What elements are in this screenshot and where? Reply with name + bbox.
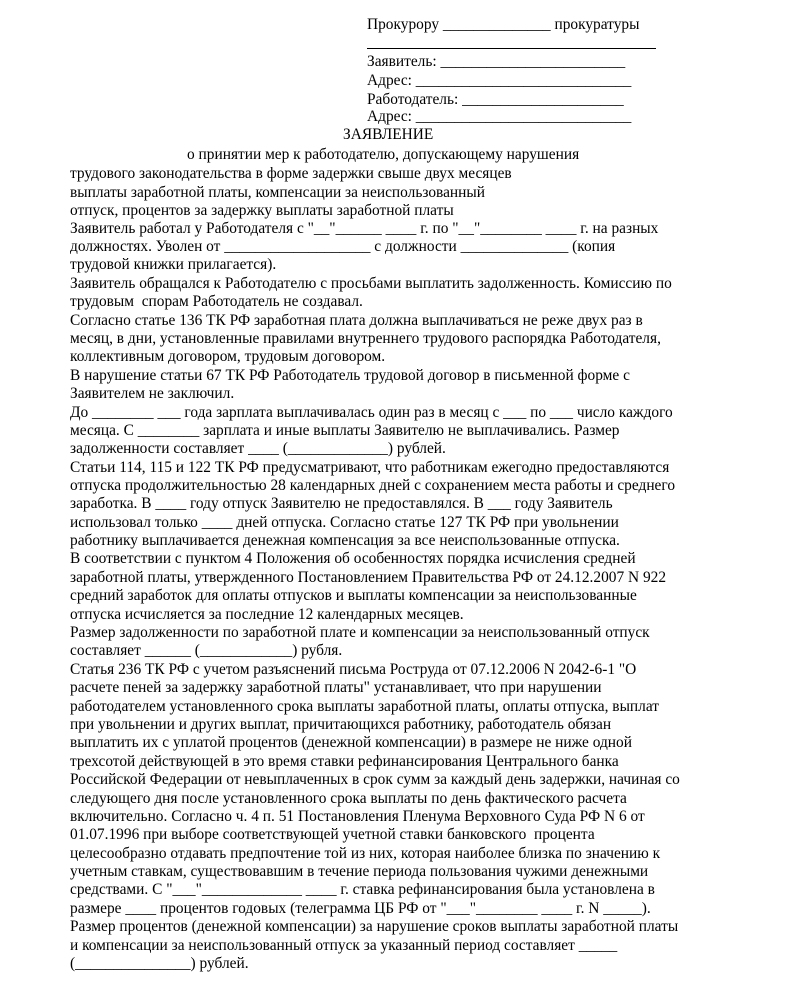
body-line: трехсотой действующей в это время ставки рефинансирования Центрального банка [70,753,619,770]
employer-address-line: Адрес: ____________________________ [367,108,632,125]
subtitle-line: отпуск, процентов за задержку выплаты заработной платы [70,202,454,219]
body-line: В соответствии с пунктом 4 Положения об особенностях порядка исчисления средней [70,550,636,567]
body-line: размере ____ процентов годовых (телеграмма ЦБ РФ от "___"________ ____ г. N _____). [70,900,651,917]
body-line: До ________ ___ года зарплата выплачивалась один раз в месяц с ___ по ___ число каждого [70,404,673,421]
body-line: при увольнении и других выплат, причитающихся работнику, работодатель обязан [70,716,612,733]
body-line: расчете пеней за задержку заработной платы" устанавливает, что при нарушении [70,679,602,696]
body-line: задолженности составляет ____ (_____________) рублей. [70,440,446,457]
subtitle-line: выплаты заработной платы, компенсации за неиспользованный [70,184,485,201]
body-line: целесообразно отдавать предпочтение той из них, которая наиболее близка по значению к [70,845,661,862]
body-line: коллективным договором, трудовым договором. [70,348,386,365]
body-line: месяца. С ________ зарплата и иные выплаты Заявителю не выплачивались. Размер [70,422,620,439]
body-line: Согласно статье 136 ТК РФ заработная плата должна выплачиваться не реже двух раз в [70,312,643,329]
employer-line: Работодатель: _____________________ [367,91,624,108]
body-line: Размер процентов (денежной компенсации) за нарушение сроков выплаты заработной платы [70,918,679,935]
body-line: работодателем установленного срока выплаты заработной платы, оплаты отпуска, выплат [70,698,659,715]
subtitle-line: о принятии мер к работодателю, допускающему нарушения [187,146,580,163]
body-line: 01.07.1996 при выборе соответствующей учетной ставки банковского процента [70,826,595,843]
body-line: использовал только ____ дней отпуска. Согласно статье 127 ТК РФ при увольнении [70,514,619,531]
body-line: отпуска продолжительностью 28 календарных дней с сохранением места работы и среднего [70,477,676,494]
body-line: средствами. С "___"_____________ ____ г. ставка рефинансирования была установлена в [70,881,655,898]
body-line: (_______________) рублей. [70,955,249,972]
body-line: В нарушение статьи 67 ТК РФ Работодатель трудовой договор в письменной форме с [70,367,630,384]
body-line: трудовой книжки прилагается). [70,256,277,273]
body-line: составляет ______ (____________) рубля. [70,642,343,659]
body-line: должностях. Уволен от ___________________ с должности ______________ (копия [70,238,616,255]
body-line: отпуска исчисляется за последние 12 календарных месяцев. [70,606,464,623]
body-line: Статья 236 ТК РФ с учетом разъяснений письма Роструда от 07.12.2006 N 2042-6-1 "О [70,661,637,678]
body-line: работнику выплачивается денежная компенсация за все неиспользованные отпуска. [70,532,620,549]
body-line: Российской Федерации от невыплаченных в срок сумм за каждый день задержки, начиная со [70,771,680,788]
subtitle-line: трудового законодательства в форме задержки свыше двух месяцев [70,165,512,182]
body-line: Заявитель обращался к Работодателю с просьбами выплатить задолженность. Комиссию по [70,275,672,292]
prosecutor-line: Прокурору ______________ прокуратуры [367,16,640,33]
body-line: учетным ставкам, существовавшим в течение периода пользования чужими денежными [70,863,649,880]
body-line: Размер задолженности по заработной плате и компенсации за неиспользованный отпуск [70,624,650,641]
body-line: месяц, в дни, установленные правилами внутреннего трудового распорядка Работодателя, [70,330,661,347]
header-rule [367,48,656,49]
document-title: ЗАЯВЛЕНИЕ [343,126,434,143]
applicant-address-line: Адрес: ____________________________ [367,72,632,89]
body-line: Статьи 114, 115 и 122 ТК РФ предусматривают, что работникам ежегодно предоставляются [70,459,670,476]
body-line: следующего дня после установленного срока выплаты по день фактического расчета [70,790,627,807]
body-line: включительно. Согласно ч. 4 п. 51 Постановления Пленума Верховного Суда РФ N 6 от [70,808,645,825]
body-line: средний заработок для оплаты отпусков и выплаты компенсации за неиспользованные [70,587,637,604]
body-line: трудовым спорам Работодатель не создавал. [70,293,363,310]
body-line: выплатить их с уплатой процентов (денежной компенсации) в размере не ниже одной [70,734,632,751]
body-line: Заявителем не заключил. [70,385,235,402]
applicant-line: Заявитель: ________________________ [367,53,626,70]
body-line: заработной платы, утвержденного Постановлением Правительства РФ от 24.12.2007 N 922 [70,569,667,586]
body-line: Заявитель работал у Работодателя с "__"______ ____ г. по "__"________ ____ г. на разных [70,220,659,237]
body-line: и компенсации за неиспользованный отпуск за указанный период составляет _____ [70,937,618,954]
body-line: заработка. В ____ году отпуск Заявителю не предоставлялся. В ___ году Заявитель [70,495,613,512]
